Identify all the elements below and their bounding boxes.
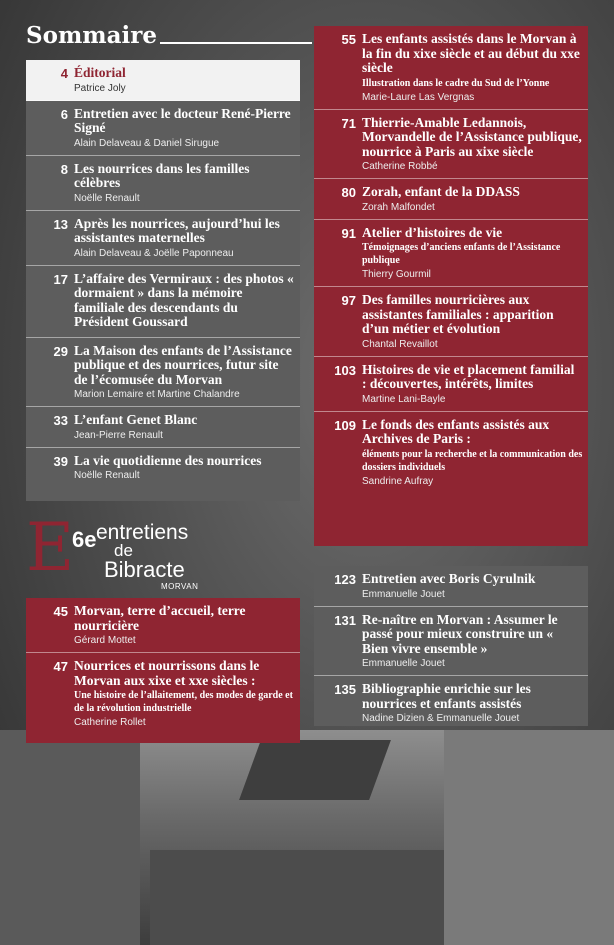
toc-entry-author: Patrice Joly bbox=[74, 82, 126, 94]
toc-entry-subtitle: Illustration dans le cadre du Sud de l’Yonne bbox=[362, 77, 550, 89]
toc-page-number: 71 bbox=[341, 115, 356, 131]
toc-page-number: 103 bbox=[334, 362, 356, 378]
toc-entry-title: L’affaire des Vermiraux : des photos « dormaient » dans la mémoire familiale des descendants du Président Goussard bbox=[74, 270, 294, 329]
background-photo bbox=[0, 730, 614, 945]
right-grey-panel bbox=[314, 566, 588, 726]
toc-entry bbox=[26, 266, 300, 338]
toc-entry-subtitle: Une histoire de l’allaitement, des modes de garde et de la révolution industrielle bbox=[74, 690, 293, 714]
toc-entry bbox=[314, 287, 588, 357]
toc-entry bbox=[314, 676, 588, 730]
toc-page-number: 91 bbox=[341, 225, 356, 241]
toc-entry bbox=[26, 407, 300, 448]
toc-entry-author: Martine Lani-Bayle bbox=[362, 393, 446, 405]
toc-entry-title: Après les nourrices, aujourd’hui les assistantes maternelles bbox=[74, 215, 280, 245]
logo-line1: entretiens bbox=[96, 521, 189, 544]
toc-entry-author: Chantal Revaillot bbox=[362, 338, 438, 350]
toc-entry bbox=[26, 598, 300, 653]
toc-entry bbox=[314, 26, 588, 110]
photo-wall-left bbox=[0, 730, 140, 945]
toc-entry-author: Nadine Dizien & Emmanuelle Jouet bbox=[362, 713, 520, 724]
toc-page-number: 109 bbox=[334, 417, 356, 433]
toc-entry bbox=[314, 357, 588, 412]
toc-entry-author: Emmanuelle Jouet bbox=[362, 588, 445, 600]
toc-entry-author: Sandrine Aufray bbox=[362, 475, 434, 487]
toc-entry-author: Gérard Mottet bbox=[74, 635, 136, 646]
toc-entry-title: Re-naître en Morvan : Assumer le passé pour mieux construire un « Bien vivre ensemble » bbox=[362, 611, 558, 656]
logo-line4: MORVAN bbox=[161, 582, 199, 591]
toc-entry bbox=[26, 211, 300, 266]
toc-entry-author: Emmanuelle Jouet bbox=[362, 658, 445, 669]
logo-big-letter: E bbox=[26, 509, 75, 586]
toc-entry-title: Bibliographie enrichie sur les nourrices et enfants assistés bbox=[362, 681, 531, 711]
toc-page-number: 131 bbox=[334, 612, 356, 628]
toc-entry bbox=[26, 101, 300, 156]
photo-road bbox=[150, 850, 450, 945]
toc-entry-title: La Maison des enfants de l’Assistance publique et des nourrices, futur site de l’écomusée du Morvan bbox=[74, 342, 292, 387]
toc-entry-author: Alain Delaveau & Daniel Sirugue bbox=[74, 137, 220, 149]
toc-entry-title: Les nourrices dans les familles célèbres bbox=[74, 160, 250, 190]
toc-entry-title: Morvan, terre d’accueil, terre nourricière bbox=[74, 603, 246, 633]
toc-entry-title: Nourrices et nourrissons dans le Morvan aux xixe et xxe siècles : bbox=[74, 658, 260, 688]
photo-wall-right bbox=[444, 730, 614, 945]
toc-entry-title: Histoires de vie et placement familial : découvertes, intérêts, limites bbox=[362, 361, 575, 391]
toc-page-number: 8 bbox=[60, 161, 68, 177]
toc-entry-title: Thierrie-Amable Ledannois, Morvandelle de l’Assistance publique, nourrice à Paris au xixe siècle bbox=[362, 114, 582, 159]
toc-entry-title: Entretien avec Boris Cyrulnik bbox=[362, 571, 536, 586]
left-red-panel bbox=[26, 598, 300, 743]
toc-entry bbox=[26, 338, 300, 408]
toc-entry-subtitle: éléments pour la recherche et la communication des dossiers individuels bbox=[362, 448, 583, 473]
toc-page-number: 6 bbox=[60, 106, 68, 122]
toc-page-number: 13 bbox=[53, 216, 68, 232]
toc-entry-title: Le fonds des enfants assistés aux Archives de Paris : bbox=[362, 416, 550, 446]
toc-entry bbox=[314, 110, 588, 180]
toc-entry-title: La vie quotidienne des nourrices bbox=[74, 452, 262, 468]
toc-entry bbox=[26, 653, 300, 734]
toc-page-number: 45 bbox=[53, 604, 68, 619]
toc-entry-author: Marie-Laure Las Vergnas bbox=[362, 91, 475, 103]
toc-page-number: 17 bbox=[53, 271, 68, 287]
toc-entry-title: Éditorial bbox=[74, 65, 126, 80]
toc-entry-author: Catherine Robbé bbox=[362, 161, 438, 172]
left-grey-panel bbox=[26, 60, 300, 501]
photo-roof bbox=[239, 740, 391, 800]
toc-entry bbox=[26, 156, 300, 211]
toc-entry-subtitle: Témoignages d’anciens enfants de l’Assistance publique bbox=[362, 242, 561, 266]
toc-entry-title: Zorah, enfant de la DDASS bbox=[362, 184, 520, 199]
logo-line3: Bibracte bbox=[104, 557, 185, 582]
toc-page-number: 80 bbox=[341, 185, 356, 200]
toc-entry-author: Noëlle Renault bbox=[74, 470, 140, 481]
entretiens-bibracte-logo bbox=[26, 509, 206, 591]
toc-entry bbox=[314, 566, 588, 607]
toc-page-number: 39 bbox=[53, 453, 68, 469]
toc-entry-author: Alain Delaveau & Joëlle Paponneau bbox=[74, 247, 234, 259]
toc-entry-title: Atelier d’histoires de vie bbox=[362, 224, 503, 240]
toc-entry-author: Zorah Malfondet bbox=[362, 201, 435, 213]
toc-entry-title: Des familles nourricières aux assistantes familiales : apparition d’un métier et évolution bbox=[362, 292, 554, 336]
toc-page-number: 55 bbox=[341, 32, 356, 47]
toc-page-number: 123 bbox=[334, 572, 356, 587]
title-rule bbox=[160, 42, 312, 44]
toc-entry bbox=[314, 607, 588, 677]
toc-page-number: 29 bbox=[53, 343, 68, 359]
toc-page-number: 97 bbox=[341, 293, 356, 308]
toc-entry-author: Noëlle Renault bbox=[74, 192, 140, 204]
toc-entry bbox=[314, 412, 588, 493]
toc-entry-title: Entretien avec le docteur René-Pierre Signé bbox=[74, 105, 291, 135]
right-red-panel bbox=[314, 26, 588, 546]
toc-entry bbox=[314, 220, 588, 288]
toc-entry-author: Thierry Gourmil bbox=[362, 269, 431, 280]
toc-entry-author: Catherine Rollet bbox=[74, 717, 146, 728]
toc-page-number: 4 bbox=[60, 66, 68, 81]
toc-entry-author bbox=[74, 332, 300, 337]
logo-edition: 6e bbox=[72, 527, 97, 552]
toc-entry bbox=[26, 448, 300, 488]
toc-entry-author: Marion Lemaire et Martine Chalandre bbox=[74, 389, 240, 400]
toc-entry-title: Les enfants assistés dans le Morvan à la fin du xixe siècle et au début du xxe siècle bbox=[362, 31, 580, 75]
toc-entry-author: Jean-Pierre Renault bbox=[74, 429, 163, 441]
logo-line2: de bbox=[114, 541, 133, 560]
toc-entry-title: L’enfant Genet Blanc bbox=[74, 412, 198, 427]
toc-entry bbox=[314, 179, 588, 220]
toc-page-number: 33 bbox=[53, 413, 68, 428]
toc-page-number: 47 bbox=[53, 659, 68, 674]
toc-page-number: 135 bbox=[334, 682, 356, 697]
page-title: Sommaire bbox=[26, 22, 158, 49]
toc-entry bbox=[26, 60, 300, 101]
